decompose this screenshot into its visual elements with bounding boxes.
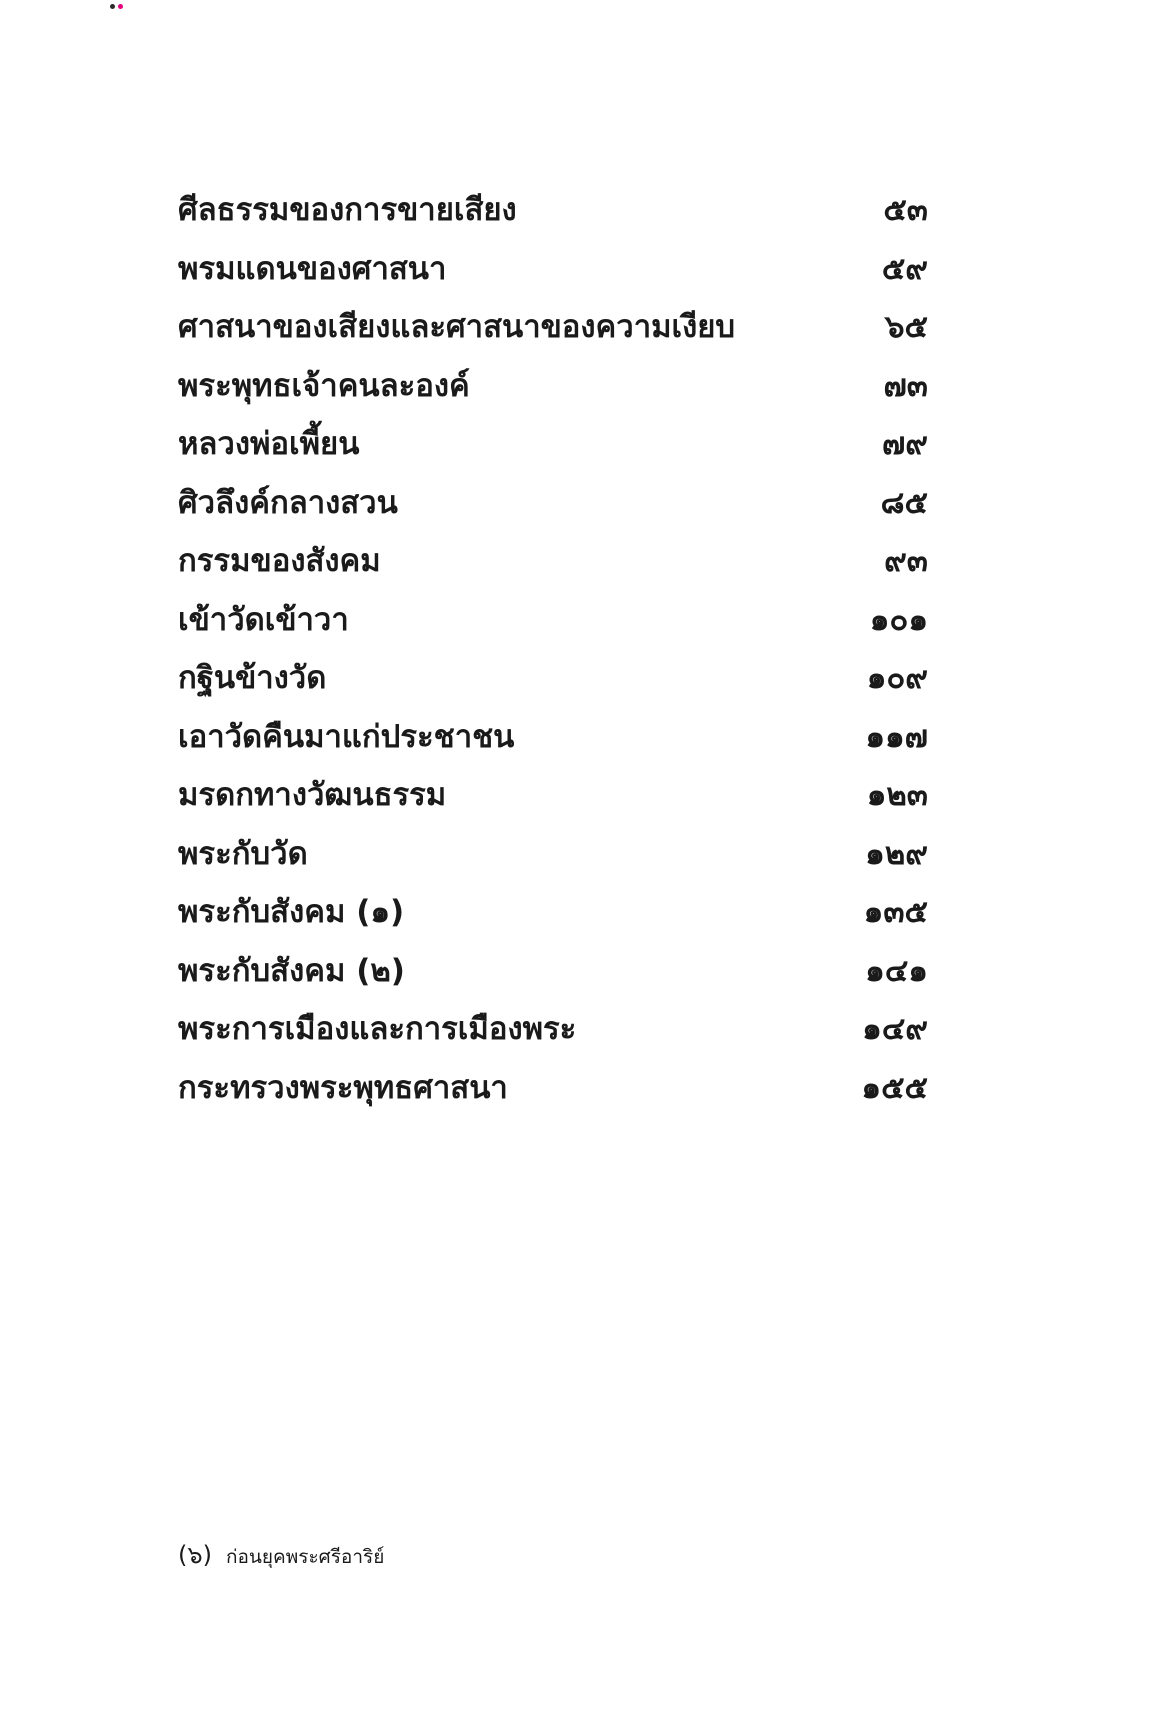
toc-entry-page: ๑๓๕ <box>863 894 928 930</box>
registration-marks <box>110 4 130 12</box>
toc-row <box>178 424 928 483</box>
toc-row <box>178 951 928 1010</box>
toc-row <box>178 834 928 893</box>
toc-entry-title: ศีลธรรมของการขายเสียง <box>178 192 517 228</box>
toc-entry-page: ๑๐๙ <box>866 660 928 696</box>
toc-row <box>178 483 928 542</box>
toc-entry-title: เอาวัดคืนมาแก่ประชาชน <box>178 718 515 755</box>
toc-entry-page: ๖๕ <box>884 309 928 345</box>
toc-entry-title: พระพุทธเจ้าคนละองค์ <box>178 367 470 404</box>
table-of-contents <box>178 190 928 1126</box>
toc-entry-title: กรรมของสังคม <box>178 543 381 579</box>
toc-row <box>178 717 928 776</box>
toc-row <box>178 775 928 834</box>
registration-dot-magenta <box>118 4 123 9</box>
toc-row <box>178 366 928 425</box>
footer-page-number: (๖) <box>178 1541 212 1569</box>
toc-row <box>178 249 928 308</box>
toc-row <box>178 190 928 249</box>
toc-entry-page: ๕๙ <box>881 250 928 287</box>
toc-entry-page: ๑๐๑ <box>869 601 928 638</box>
toc-row <box>178 600 928 659</box>
toc-entry-page: ๑๒๓ <box>866 777 928 813</box>
toc-row <box>178 541 928 600</box>
toc-entry-title: หลวงพ่อเพี้ยน <box>178 426 360 462</box>
toc-entry-title: มรดกทางวัฒนธรรม <box>178 777 447 813</box>
toc-row <box>178 1068 928 1127</box>
toc-entry-page: ๑๔๙ <box>862 1011 928 1047</box>
toc-entry-title: เข้าวัดเข้าวา <box>178 601 349 638</box>
toc-entry-page: ๕๓ <box>883 192 928 228</box>
toc-entry-title: พระกับสังคม (๒) <box>178 952 405 989</box>
toc-row <box>178 658 928 717</box>
toc-entry-page: ๙๓ <box>884 543 928 579</box>
toc-entry-title: พระการเมืองและการเมืองพระ <box>178 1011 577 1047</box>
toc-entry-title: ศาสนาของเสียงและศาสนาของความเงียบ <box>178 309 736 345</box>
toc-entry-page: ๑๑๗ <box>865 718 928 755</box>
toc-entry-page: ๑๒๙ <box>865 835 928 872</box>
footer-book-title: ก่อนยุคพระศรีอาริย์ <box>225 1546 385 1568</box>
toc-entry-title: กระทรวงพระพุทธศาสนา <box>178 1069 508 1106</box>
toc-entry-page: ๗๙ <box>881 426 928 462</box>
toc-row <box>178 307 928 366</box>
toc-entry-page: ๗๓ <box>883 367 928 404</box>
toc-entry-page: ๑๕๕ <box>861 1069 928 1106</box>
toc-entry-title: กฐินข้างวัด <box>178 660 327 696</box>
toc-entry-page: ๘๕ <box>880 484 928 521</box>
toc-entry-title: ศิวลึงค์กลางสวน <box>178 484 398 521</box>
toc-entry-page: ๑๔๑ <box>865 952 928 989</box>
toc-entry-title: พรมแดนของศาสนา <box>178 250 447 287</box>
toc-entry-title: พระกับสังคม (๑) <box>178 894 405 930</box>
toc-entry-title: พระกับวัด <box>178 835 308 872</box>
page-footer <box>178 1535 384 1574</box>
registration-dot-dark <box>110 4 115 9</box>
toc-row <box>178 892 928 951</box>
toc-row <box>178 1009 928 1068</box>
